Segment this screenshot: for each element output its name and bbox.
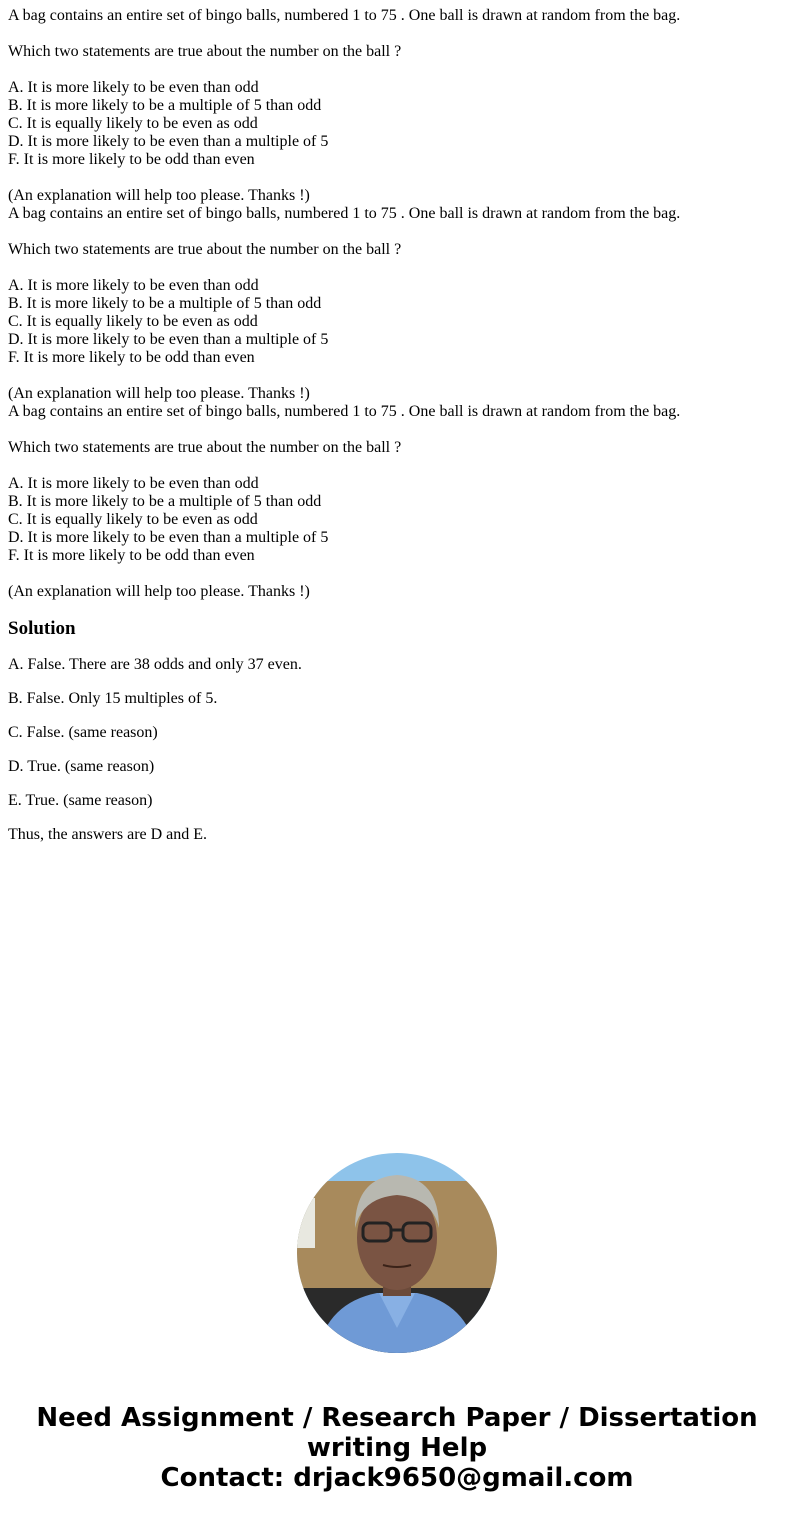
question-prompt: Which two statements are true about the number on the ball ? [8, 439, 402, 456]
blank-line [8, 223, 786, 241]
blank-line [8, 457, 786, 475]
answer-option: F. It is more likely to be odd than even [8, 349, 255, 366]
question-note: (An explanation will help too please. Thanks !) [8, 187, 310, 204]
blank-line [8, 25, 786, 43]
solution-line: D. True. (same reason) [8, 758, 155, 775]
solution-line: Thus, the answers are D and E. [8, 826, 208, 843]
question-block [8, 7, 786, 205]
blank-line [8, 367, 786, 385]
question-prompt: Which two statements are true about the number on the ball ? [8, 241, 402, 258]
blank-line [8, 421, 786, 439]
solution-section [8, 618, 786, 844]
answer-option: C. It is equally likely to be even as odd [8, 115, 258, 132]
blank-line [8, 565, 786, 583]
answer-option: D. It is more likely to be even than a multiple of 5 [8, 331, 329, 348]
page-content [8, 7, 786, 844]
question-prompt: Which two statements are true about the number on the ball ? [8, 43, 402, 60]
question-block [8, 205, 786, 403]
answer-option: F. It is more likely to be odd than even [8, 547, 255, 564]
answer-option: D. It is more likely to be even than a multiple of 5 [8, 529, 329, 546]
question-intro: A bag contains an entire set of bingo balls, numbered 1 to 75 . One ball is drawn at random from the bag. [8, 403, 681, 420]
solution-line: E. True. (same reason) [8, 792, 153, 809]
solution-heading: Solution [8, 618, 76, 639]
question-note: (An explanation will help too please. Thanks !) [8, 385, 310, 402]
solution-line: A. False. There are 38 odds and only 37 even. [8, 656, 302, 673]
answer-option: C. It is equally likely to be even as odd [8, 511, 258, 528]
question-intro: A bag contains an entire set of bingo balls, numbered 1 to 75 . One ball is drawn at random from the bag. [8, 7, 681, 24]
answer-option: A. It is more likely to be even than odd [8, 475, 259, 492]
answer-option: A. It is more likely to be even than odd [8, 79, 259, 96]
promo-line: writing Help [306, 1433, 488, 1463]
question-block [8, 403, 786, 601]
solution-line: C. False. (same reason) [8, 724, 158, 741]
blank-line [8, 259, 786, 277]
answer-option: B. It is more likely to be a multiple of 5 than odd [8, 493, 322, 510]
promo-footer [0, 1403, 794, 1493]
question-blocks [8, 7, 786, 601]
answer-option: B. It is more likely to be a multiple of 5 than odd [8, 295, 322, 312]
answer-option: C. It is equally likely to be even as odd [8, 313, 258, 330]
answer-option: A. It is more likely to be even than odd [8, 277, 259, 294]
promo-line: Need Assignment / Research Paper / Dissertation [36, 1403, 758, 1433]
question-intro: A bag contains an entire set of bingo balls, numbered 1 to 75 . One ball is drawn at random from the bag. [8, 205, 681, 222]
blank-line [8, 61, 786, 79]
answer-option: F. It is more likely to be odd than even [8, 151, 255, 168]
question-note: (An explanation will help too please. Thanks !) [8, 583, 310, 600]
answer-option: B. It is more likely to be a multiple of 5 than odd [8, 97, 322, 114]
author-photo [297, 1153, 497, 1353]
solution-line: B. False. Only 15 multiples of 5. [8, 690, 218, 707]
answer-option: D. It is more likely to be even than a multiple of 5 [8, 133, 329, 150]
blank-line [8, 169, 786, 187]
contact-email: Contact: drjack9650@gmail.com [160, 1463, 634, 1493]
